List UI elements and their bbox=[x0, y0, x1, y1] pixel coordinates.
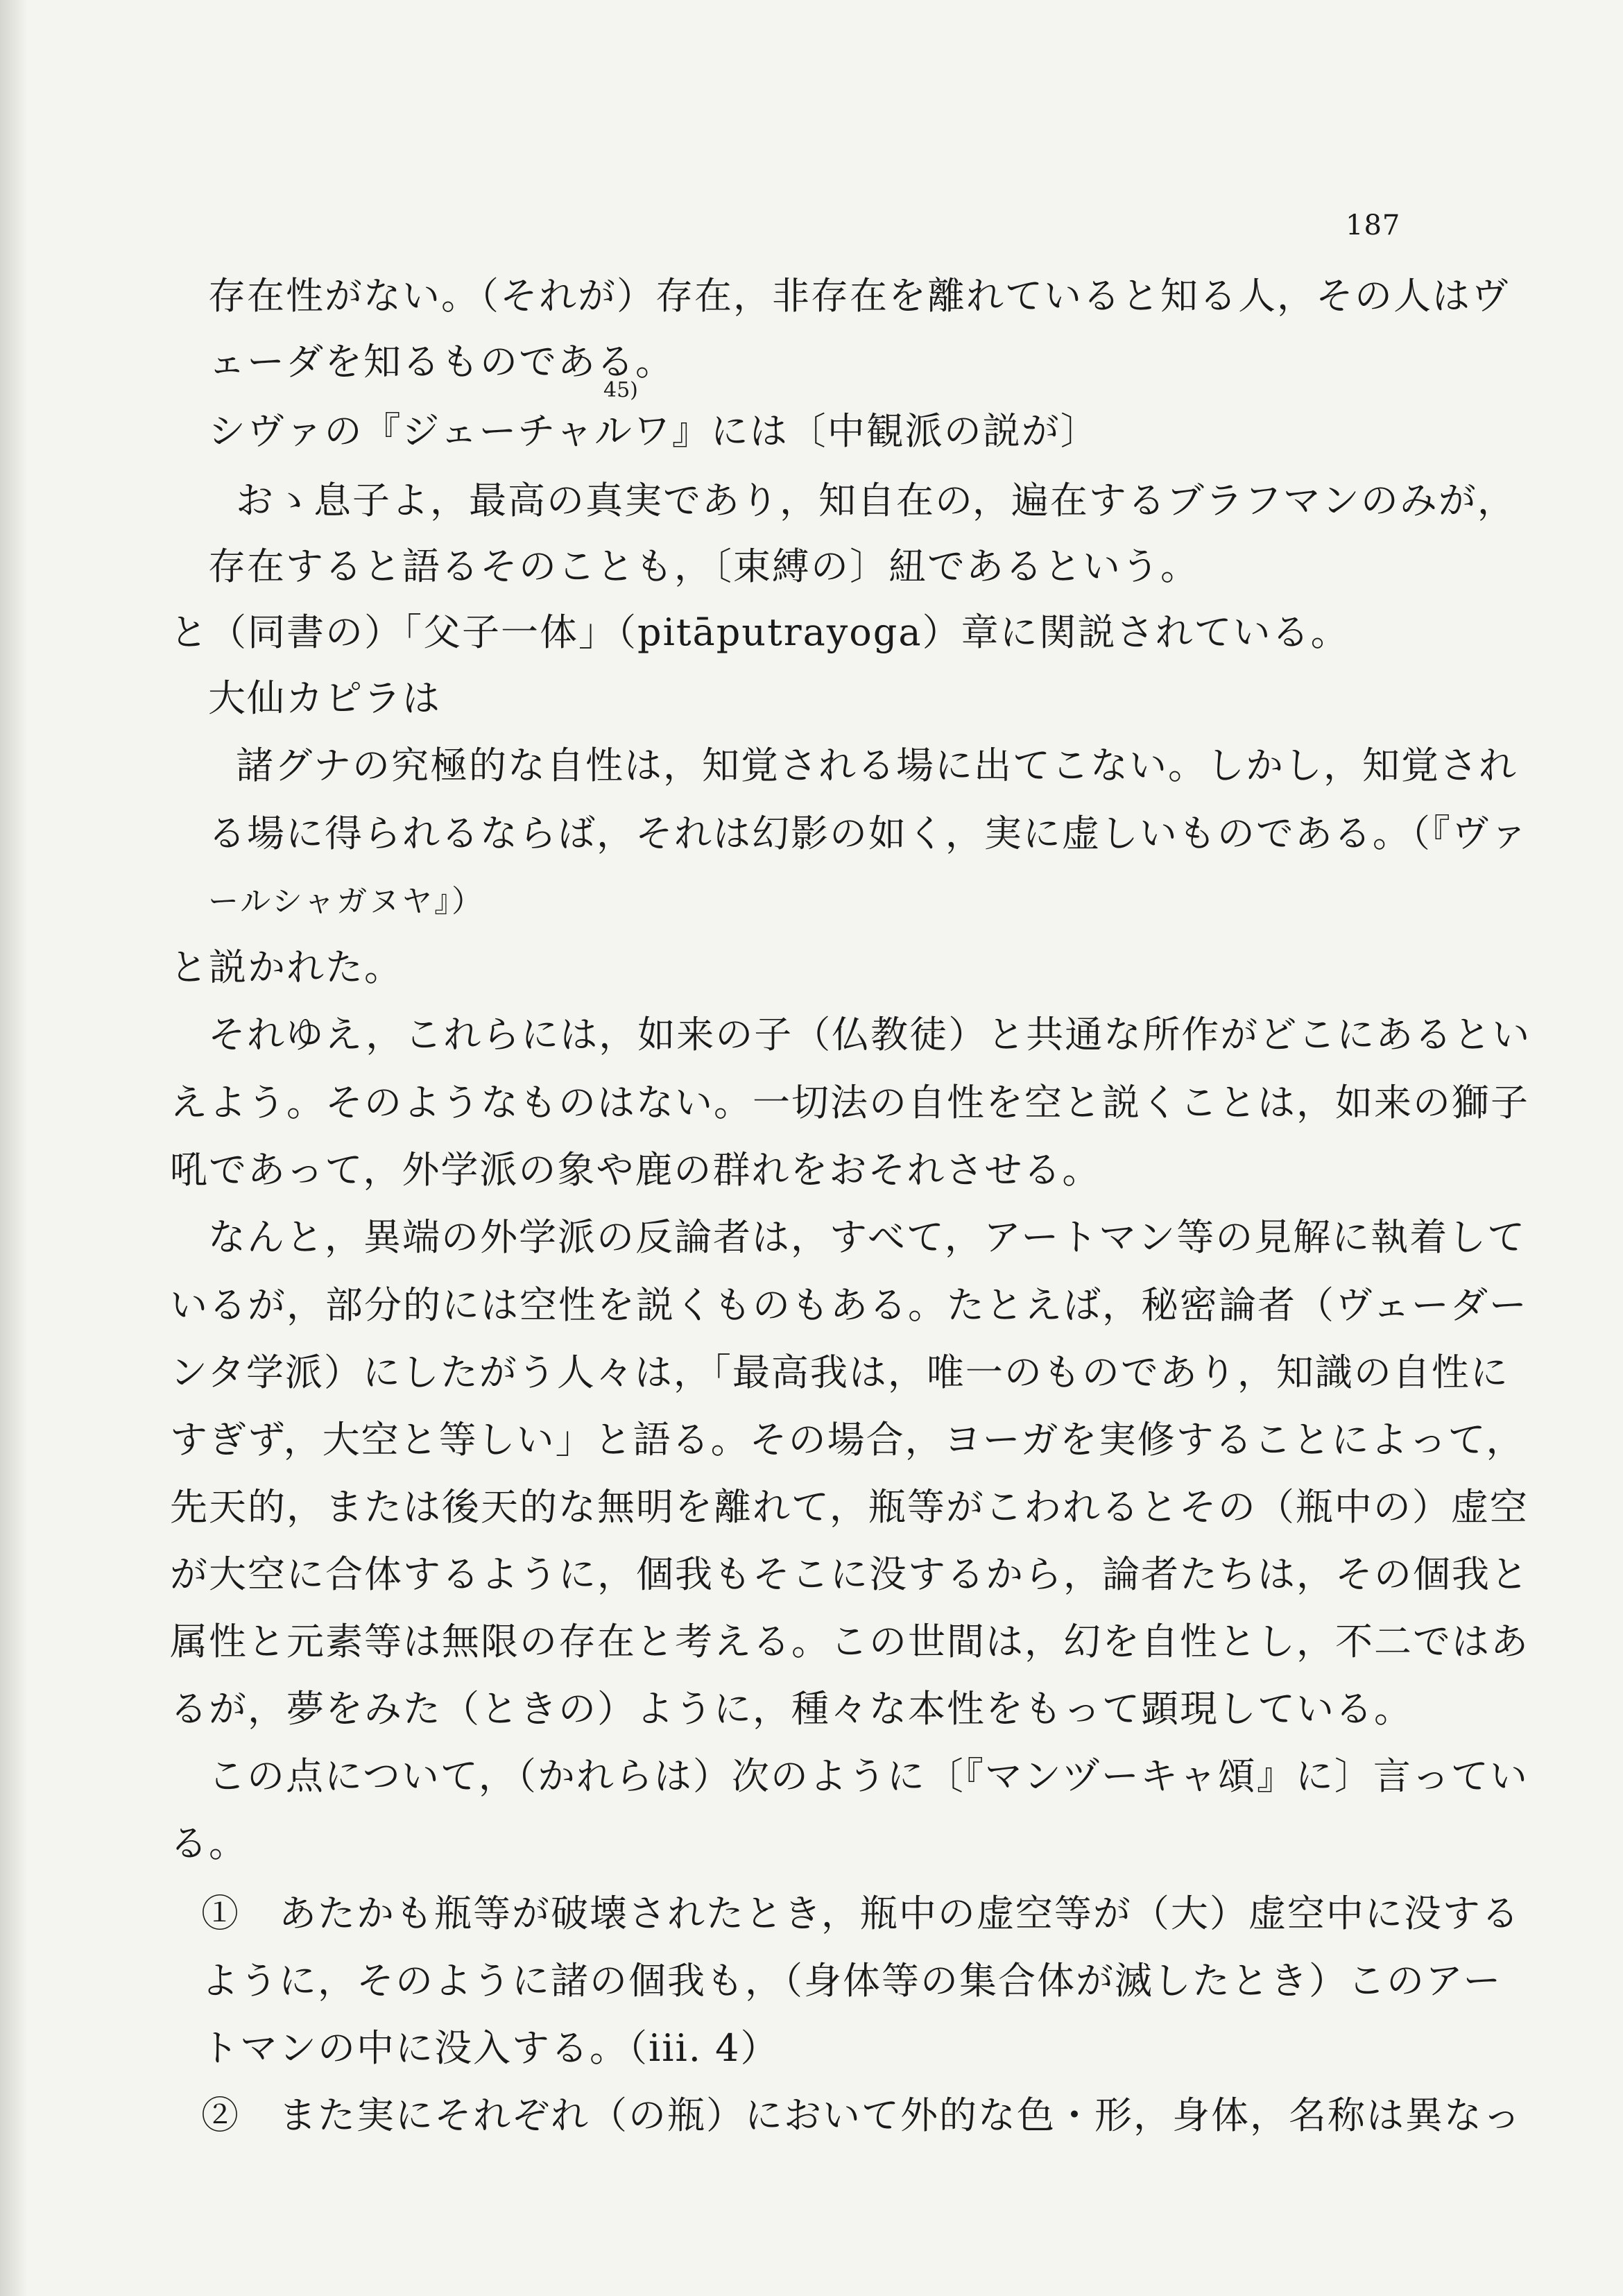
text-line-27: トマンの中に没入する。（iii. 4） bbox=[201, 2026, 780, 2070]
text-line-10: ールシャガヌヤ』） bbox=[208, 884, 485, 919]
text-line-12: それゆえ，これらには，如来の子（仏教徒）と共通な所作がどこにあるとい bbox=[208, 1013, 1531, 1056]
text-line-28: ② また実にそれぞれ（の瓶）において外的な色・形，身体，名称は異なっ bbox=[201, 2093, 1522, 2137]
text-line-13: えよう。そのようなものはない。一切法の自性を空と説くことは，如来の獅子 bbox=[170, 1081, 1529, 1124]
text-line-17: ンタ学派）にしたがう人々は，「最高我は，唯一のものであり，知識の自性に bbox=[170, 1351, 1509, 1394]
page-number: 187 bbox=[1346, 209, 1401, 241]
text-line-19: 先天的，または後天的な無明を離れて，瓶等がこわれるとその（瓶中の）虚空 bbox=[170, 1485, 1529, 1529]
text-line-22: るが，夢をみた（ときの）ように，種々な本性をもって顕現している。 bbox=[170, 1687, 1413, 1731]
text-line-8: 諸グナの究極的な自性は，知覚される場に出てこない。しかし，知覚され bbox=[236, 744, 1518, 787]
text-line-9: る場に得られるならば，それは幻影の如く，実に虚しいものである。（『ヴァ bbox=[208, 812, 1529, 855]
text-line-7: 大仙カピラは bbox=[208, 676, 441, 720]
text-line-14: 吼であって，外学派の象や鹿の群れをおそれさせる。 bbox=[170, 1148, 1101, 1192]
scan-edge-shadow bbox=[0, 0, 28, 2296]
text-line-21: 属性と元素等は無限の存在と考える。この世間は，幻を自性とし，不二ではあ bbox=[170, 1620, 1529, 1663]
text-line-24: る。 bbox=[170, 1822, 248, 1865]
text-line-1: 存在性がない。（それが）存在，非存在を離れていると知る人，その人はヴ bbox=[208, 274, 1510, 318]
text-line-2: ェーダを知るものである。 bbox=[208, 340, 674, 384]
text-line-11: と説かれた。 bbox=[170, 945, 403, 989]
text-line-3: シヴァの『ジェーチャルワ』には〔中観派の説が〕 bbox=[208, 409, 1099, 453]
text-line-18: すぎず，大空と等しい」と語る。その場合，ヨーガを実修することによって， bbox=[170, 1418, 1525, 1462]
text-line-6: と（同書の）「父子一体」（pitāputrayoga）章に関説されている。 bbox=[170, 610, 1350, 654]
footnote-marker: 45) bbox=[603, 378, 638, 402]
text-line-4: おゝ息子よ，最高の真実であり，知自在の，遍在するブラフマンのみが， bbox=[236, 479, 1516, 522]
text-line-16: いるが，部分的には空性を説くものもある。たとえば，秘密論者（ヴェーダー bbox=[170, 1283, 1528, 1327]
text-line-26: ように，そのように諸の個我も，（身体等の集合体が滅したとき）このアー bbox=[201, 1959, 1502, 2003]
text-line-25: ① あたかも瓶等が破壊されたとき，瓶中の虚空等が（大）虚空中に没する bbox=[201, 1892, 1520, 1935]
text-line-15: なんと，異端の外学派の反論者は，すべて，アートマン等の見解に執着して bbox=[208, 1215, 1527, 1259]
text-line-23: この点について，（かれらは）次のように〔『マンヅーキャ頌』に〕言ってい bbox=[208, 1754, 1529, 1798]
text-line-20: が大空に合体するように，個我もそこに没するから，論者たちは，その個我と bbox=[170, 1552, 1529, 1596]
text-line-5: 存在すると語るそのことも，〔束縛の〕紐であるという。 bbox=[208, 545, 1199, 588]
